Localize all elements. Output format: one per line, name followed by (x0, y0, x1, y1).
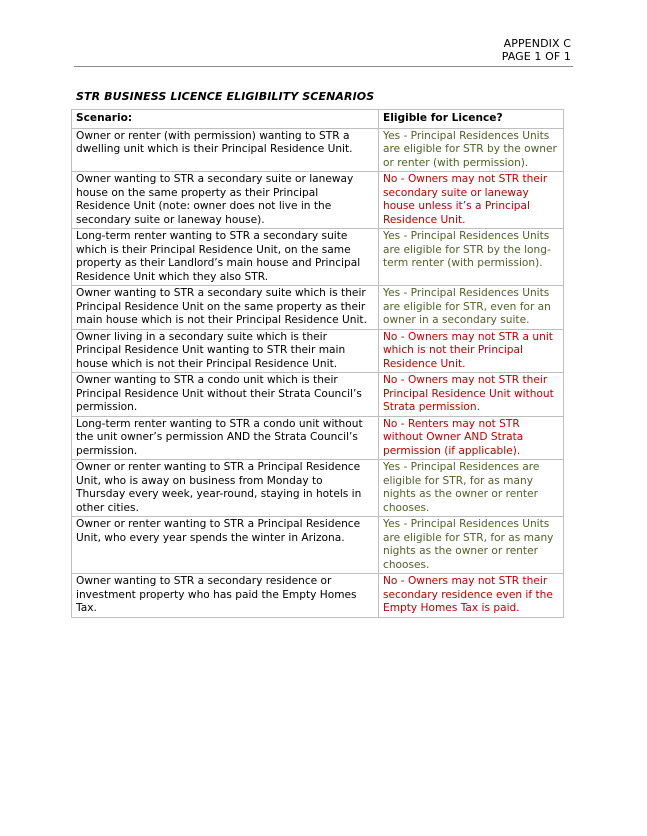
eligibility-cell: Yes - Principal Residences are eligible for STR, for as many nights as the owner or renter chooses. (379, 460, 564, 517)
table-row (72, 460, 564, 517)
table-header-row (72, 110, 564, 129)
eligibility-table (71, 109, 564, 618)
header-divider (74, 66, 573, 67)
scenario-cell: Owner or renter wanting to STR a Principal Residence Unit, who every year spends the winter in Arizona. (72, 517, 379, 574)
table-row (72, 172, 564, 229)
scenario-cell: Long-term renter wanting to STR a secondary suite which is their Principal Residence Unit, on the same property as their Landlord’s main house and Principal Residence Unit which they also STR. (72, 229, 379, 286)
table-row (72, 373, 564, 417)
table-row (72, 416, 564, 460)
scenario-cell: Owner wanting to STR a secondary residence or investment property who has paid the Empty Homes Tax. (72, 574, 379, 618)
table-row (72, 329, 564, 373)
eligibility-cell: Yes - Principal Residences Units are eligible for STR, for as many nights as the owner or renter chooses. (379, 517, 564, 574)
table-row (72, 574, 564, 618)
eligibility-cell: Yes - Principal Residences Units are eligible for STR by the long-term renter (with permission). (379, 229, 564, 286)
scenario-cell: Owner wanting to STR a secondary suite or laneway house on the same property as their Principal Residence Unit (note: owner does not live in the secondary suite or laneway house). (72, 172, 379, 229)
appendix-label: APPENDIX C (503, 37, 571, 50)
eligibility-cell: No - Owners may not STR their Principal Residence Unit without Strata permission. (379, 373, 564, 417)
appendix-header (502, 37, 571, 63)
eligibility-cell: No - Renters may not STR without Owner AND Strata permission (if applicable). (379, 416, 564, 460)
document-title: STR BUSINESS LICENCE ELIGIBILITY SCENARIOS (76, 90, 375, 103)
table-row (72, 229, 564, 286)
table-row (72, 128, 564, 172)
page-number: PAGE 1 OF 1 (501, 50, 571, 63)
scenario-cell: Owner wanting to STR a secondary suite which is their Principal Residence Unit on the same property as their main house which is not their Principal Residence Unit. (72, 286, 379, 330)
scenario-cell: Owner or renter wanting to STR a Principal Residence Unit, who is away on business from Monday to Thursday every week, year-round, staying in hotels in other cities. (72, 460, 379, 517)
scenario-cell: Owner living in a secondary suite which is their Principal Residence Unit wanting to STR their main house which is not their Principal Residence Unit. (72, 329, 379, 373)
eligibility-cell: No - Owners may not STR their secondary residence even if the Empty Homes Tax is paid. (379, 574, 564, 618)
eligibility-cell: No - Owners may not STR a unit which is not their Principal Residence Unit. (379, 329, 564, 373)
eligibility-cell: Yes - Principal Residences Units are eligible for STR by the owner or renter (with permission). (379, 128, 564, 172)
eligible-column-header: Eligible for Licence? (379, 110, 564, 129)
eligibility-cell: No - Owners may not STR their secondary suite or laneway house unless it’s a Principal Residence Unit. (379, 172, 564, 229)
table-row (72, 286, 564, 330)
scenario-cell: Owner or renter (with permission) wanting to STR a dwelling unit which is their Principal Residence Unit. (72, 128, 379, 172)
eligibility-cell: Yes - Principal Residences Units are eligible for STR, even for an owner in a secondary suite. (379, 286, 564, 330)
scenario-cell: Long-term renter wanting to STR a condo unit without the unit owner’s permission AND the Strata Council’s permission. (72, 416, 379, 460)
table-row (72, 517, 564, 574)
scenario-cell: Owner wanting to STR a condo unit which is their Principal Residence Unit without their Strata Council’s permission. (72, 373, 379, 417)
scenario-column-header: Scenario: (72, 110, 379, 129)
